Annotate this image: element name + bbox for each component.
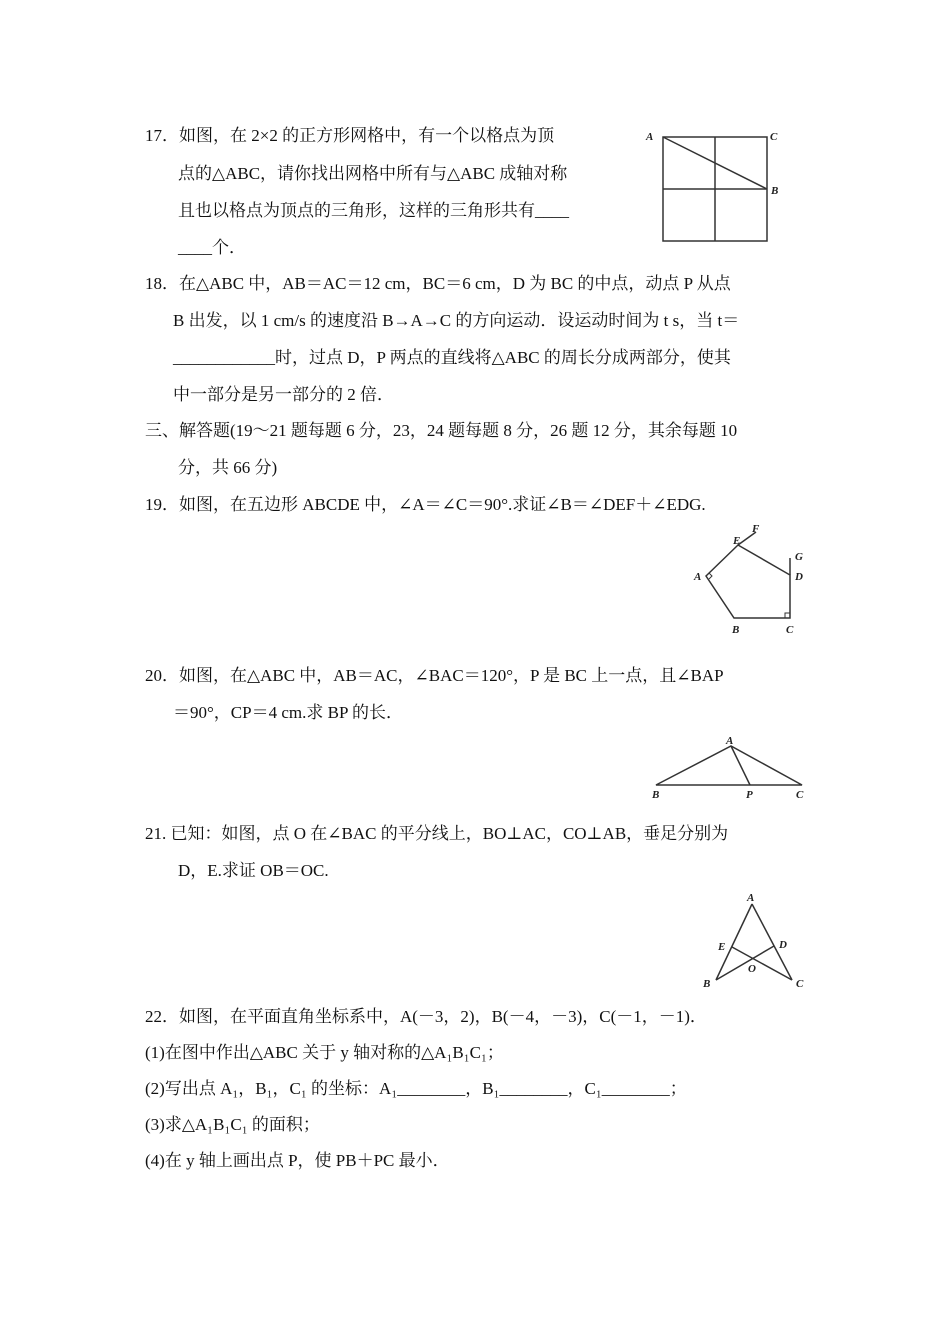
q19-pentagon-figure bbox=[690, 520, 815, 640]
q21-line-1: 21. 已知：如图，点 O 在∠BAC 的平分线上，BO⊥AC，CO⊥AB，垂足分别为 bbox=[145, 824, 729, 843]
q18-line-4: 中一部分是另一部分的 2 倍． bbox=[173, 385, 394, 404]
q22-line-1: 22．如图，在平面直角坐标系中，A(－3，2)，B(－4，－3)，C(－1，－1)． bbox=[145, 1007, 707, 1026]
q19-label-c: C bbox=[786, 624, 794, 636]
q19-label-f: F bbox=[752, 523, 760, 535]
q17-line-3: 且也以格点为顶点的三角形，这样的三角形共有____ bbox=[178, 201, 569, 220]
q20-label-c: C bbox=[796, 789, 804, 801]
q19-label-b: B bbox=[732, 624, 740, 636]
section3-line-1: 三、解答题(19～21 题每题 6 分，23，24 题每题 8 分，26 题 12 分，其余每题 10 bbox=[145, 421, 738, 440]
q19-line-1: 19．如图，在五边形 ABCDE 中，∠A＝∠C＝90°.求证∠B＝∠DEF＋∠EDG. bbox=[145, 495, 706, 514]
q17-line-1: 17．如图，在 2×2 的正方形网格中，有一个以格点为顶 bbox=[145, 126, 555, 145]
section3-line-2: 分，共 66 分) bbox=[178, 458, 278, 477]
q21-label-o: O bbox=[748, 963, 756, 975]
q21-label-e: E bbox=[718, 941, 726, 953]
right-angle-a bbox=[709, 573, 712, 579]
q21-label-b: B bbox=[703, 978, 711, 990]
q17-line-4: ____个． bbox=[178, 238, 246, 257]
q20-label-a: A bbox=[726, 735, 734, 747]
q17-label-c: C bbox=[770, 131, 778, 143]
q21-label-a: A bbox=[747, 892, 755, 904]
q18-line-1: 18．在△ABC 中，AB＝AC＝12 cm，BC＝6 cm，D 为 BC 的中点，动点 P 从点 bbox=[145, 274, 731, 293]
q17-label-a: A bbox=[646, 131, 654, 143]
q22-line-3: (2)写出点 A₁，B₁，C₁ 的坐标：A₁________，B₁________，C₁________； bbox=[145, 1079, 687, 1098]
q21-figure bbox=[700, 890, 810, 990]
q20-line-2: ＝90°，CP＝4 cm.求 BP 的长． bbox=[173, 703, 404, 722]
q20-triangle-figure bbox=[645, 733, 815, 803]
q21-label-d: D bbox=[779, 939, 787, 951]
q19-label-d: D bbox=[795, 571, 803, 583]
q20-label-p: P bbox=[746, 789, 753, 801]
q21-label-c: C bbox=[796, 978, 804, 990]
triangle-abc bbox=[656, 746, 802, 785]
q20-line-1: 20．如图，在△ABC 中，AB＝AC，∠BAC＝120°，P 是 BC 上一点，且∠BAP bbox=[145, 666, 724, 685]
q19-label-e: E bbox=[733, 535, 741, 547]
q17-grid-figure bbox=[640, 122, 790, 247]
q19-label-g: G bbox=[795, 551, 803, 563]
q22-line-4: (3)求△A₁B₁C₁ 的面积； bbox=[145, 1115, 320, 1134]
q20-label-b: B bbox=[652, 789, 660, 801]
pentagon-abcde bbox=[706, 545, 790, 618]
q18-line-3: ____________时，过点 D，P 两点的直线将△ABC 的周长分成两部分，使其 bbox=[173, 348, 731, 367]
q18-line-2: B 出发，以 1 cm/s 的速度沿 B→A→C 的方向运动．设运动时间为 t s，当 t＝ bbox=[173, 311, 740, 330]
q19-label-a: A bbox=[694, 571, 702, 583]
q22-line-2: (1)在图中作出△ABC 关于 y 轴对称的△A₁B₁C₁； bbox=[145, 1043, 504, 1062]
q21-line-2: D，E.求证 OB＝OC. bbox=[178, 861, 329, 880]
q22-line-5: (4)在 y 轴上画出点 P，使 PB＋PC 最小． bbox=[145, 1151, 450, 1170]
q17-label-b: B bbox=[771, 185, 779, 197]
q17-line-2: 点的△ABC，请你找出网格中所有与△ABC 成轴对称 bbox=[178, 164, 568, 183]
